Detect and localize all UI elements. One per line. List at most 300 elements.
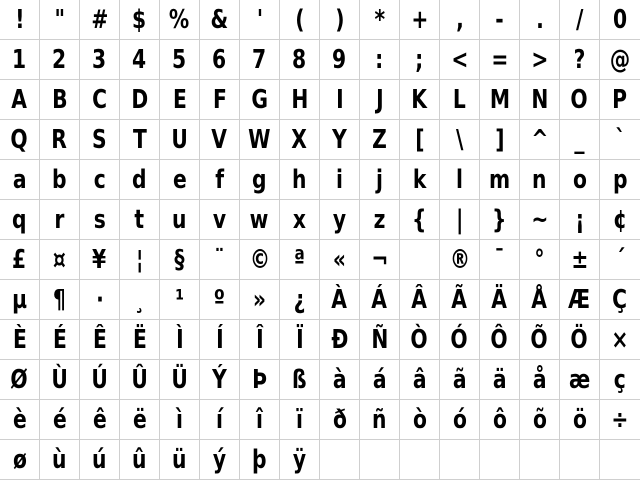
glyph-cell[interactable] <box>240 400 280 440</box>
glyph-cell[interactable] <box>600 160 640 200</box>
glyph-character: $ <box>132 4 147 35</box>
glyph-cell[interactable] <box>40 200 80 240</box>
glyph-cell[interactable] <box>0 0 40 40</box>
glyph-cell[interactable] <box>0 400 40 440</box>
glyph-cell[interactable] <box>440 400 480 440</box>
glyph-cell[interactable] <box>400 40 440 80</box>
glyph-character: Ï <box>295 324 304 355</box>
glyph-character: È <box>12 324 27 355</box>
glyph-cell[interactable] <box>400 440 440 480</box>
glyph-cell[interactable] <box>160 400 200 440</box>
glyph-cell[interactable] <box>360 0 400 40</box>
glyph-character: » <box>252 284 267 315</box>
glyph-cell[interactable] <box>480 160 520 200</box>
glyph-cell[interactable] <box>120 0 160 40</box>
glyph-character: « <box>332 244 347 275</box>
glyph-cell[interactable] <box>480 360 520 400</box>
glyph-cell[interactable] <box>80 440 120 480</box>
glyph-cell[interactable] <box>600 80 640 120</box>
glyph-character: Ü <box>171 364 188 395</box>
glyph-character: 3 <box>92 44 107 75</box>
glyph-character: I <box>335 84 344 115</box>
glyph-cell[interactable] <box>560 200 600 240</box>
glyph-cell[interactable] <box>200 240 240 280</box>
glyph-cell[interactable] <box>600 320 640 360</box>
glyph-cell[interactable] <box>600 120 640 160</box>
glyph-character: Ð <box>330 324 348 355</box>
glyph-cell[interactable] <box>480 440 520 480</box>
glyph-character: Ö <box>570 324 589 355</box>
glyph-cell[interactable] <box>480 0 520 40</box>
glyph-character: f <box>215 164 224 195</box>
glyph-character: m <box>488 164 511 195</box>
glyph-cell[interactable] <box>40 320 80 360</box>
glyph-cell[interactable] <box>320 360 360 400</box>
glyph-cell[interactable] <box>160 280 200 320</box>
glyph-cell[interactable] <box>600 440 640 480</box>
glyph-cell[interactable] <box>440 160 480 200</box>
glyph-character: F <box>212 84 227 115</box>
glyph-character: ã <box>452 364 467 395</box>
glyph-cell[interactable] <box>80 80 120 120</box>
glyph-character: ð <box>332 404 347 435</box>
glyph-cell[interactable] <box>200 440 240 480</box>
glyph-cell[interactable] <box>400 280 440 320</box>
glyph-cell[interactable] <box>320 240 360 280</box>
glyph-character: Ú <box>91 364 108 395</box>
glyph-character: Ç <box>612 284 628 315</box>
glyph-character: ª <box>293 244 306 275</box>
glyph-cell[interactable] <box>520 160 560 200</box>
glyph-character: 1 <box>12 44 27 75</box>
glyph-character: ~ <box>530 204 548 235</box>
glyph-character: ) <box>334 4 345 35</box>
glyph-cell[interactable] <box>440 240 480 280</box>
glyph-cell[interactable] <box>80 160 120 200</box>
glyph-cell[interactable] <box>120 440 160 480</box>
glyph-cell[interactable] <box>120 160 160 200</box>
glyph-cell[interactable] <box>520 360 560 400</box>
glyph-character: ¢ <box>612 204 628 235</box>
glyph-character: ¥ <box>92 244 107 275</box>
glyph-character: [ <box>414 124 425 155</box>
glyph-character: M <box>489 84 510 115</box>
glyph-cell[interactable] <box>520 200 560 240</box>
glyph-character: y <box>332 204 347 235</box>
glyph-cell[interactable] <box>160 200 200 240</box>
glyph-cell[interactable] <box>200 200 240 240</box>
glyph-cell[interactable] <box>0 160 40 200</box>
glyph-cell[interactable] <box>320 400 360 440</box>
glyph-cell[interactable] <box>360 80 400 120</box>
glyph-cell[interactable] <box>0 240 40 280</box>
glyph-character: Q <box>10 124 29 155</box>
glyph-character: o <box>572 164 587 195</box>
glyph-cell[interactable] <box>40 360 80 400</box>
glyph-character: L <box>453 84 466 115</box>
glyph-character: O <box>570 84 589 115</box>
glyph-cell[interactable] <box>200 120 240 160</box>
glyph-cell[interactable] <box>240 160 280 200</box>
glyph-cell[interactable] <box>480 80 520 120</box>
glyph-cell[interactable] <box>80 320 120 360</box>
glyph-cell[interactable] <box>40 160 80 200</box>
glyph-cell[interactable] <box>80 360 120 400</box>
glyph-cell[interactable] <box>400 120 440 160</box>
glyph-cell[interactable] <box>320 200 360 240</box>
glyph-cell[interactable] <box>360 240 400 280</box>
glyph-character: g <box>252 164 267 195</box>
glyph-cell[interactable] <box>280 120 320 160</box>
glyph-character: ® <box>449 244 470 275</box>
glyph-character: ° <box>534 244 545 275</box>
glyph-cell[interactable] <box>560 240 600 280</box>
glyph-character: a <box>12 164 27 195</box>
glyph-character: Y <box>332 124 347 155</box>
glyph-cell[interactable] <box>80 400 120 440</box>
glyph-cell[interactable] <box>280 440 320 480</box>
glyph-cell[interactable] <box>480 200 520 240</box>
glyph-character: 0 <box>612 4 628 35</box>
glyph-character: / <box>575 4 584 35</box>
glyph-cell[interactable] <box>40 120 80 160</box>
glyph-cell[interactable] <box>0 80 40 120</box>
glyph-cell[interactable] <box>440 360 480 400</box>
glyph-cell[interactable] <box>160 80 200 120</box>
glyph-character: ß <box>292 364 307 395</box>
glyph-character: V <box>211 124 228 155</box>
glyph-cell[interactable] <box>400 320 440 360</box>
glyph-cell[interactable] <box>400 240 440 280</box>
glyph-cell[interactable] <box>360 440 400 480</box>
glyph-cell[interactable] <box>480 120 520 160</box>
glyph-cell[interactable] <box>440 280 480 320</box>
glyph-cell[interactable] <box>520 240 560 280</box>
glyph-cell[interactable] <box>440 120 480 160</box>
glyph-cell[interactable] <box>520 400 560 440</box>
glyph-character: , <box>455 4 464 35</box>
glyph-cell[interactable] <box>280 0 320 40</box>
glyph-cell[interactable] <box>0 40 40 80</box>
glyph-cell[interactable] <box>120 200 160 240</box>
glyph-cell[interactable] <box>600 200 640 240</box>
glyph-character: N <box>531 84 548 115</box>
glyph-cell[interactable] <box>240 120 280 160</box>
glyph-cell[interactable] <box>240 80 280 120</box>
glyph-cell[interactable] <box>240 40 280 80</box>
glyph-character: ô <box>492 404 507 435</box>
glyph-cell[interactable] <box>600 0 640 40</box>
glyph-character: # <box>90 4 108 35</box>
glyph-character: Ý <box>212 364 227 395</box>
glyph-cell[interactable] <box>120 280 160 320</box>
glyph-cell[interactable] <box>160 120 200 160</box>
glyph-cell[interactable] <box>360 280 400 320</box>
glyph-cell[interactable] <box>360 160 400 200</box>
glyph-cell[interactable] <box>80 40 120 80</box>
glyph-cell[interactable] <box>480 40 520 80</box>
glyph-cell[interactable] <box>0 320 40 360</box>
glyph-cell[interactable] <box>160 40 200 80</box>
glyph-cell[interactable] <box>280 240 320 280</box>
glyph-character: { <box>412 204 427 235</box>
glyph-character: ò <box>412 404 427 435</box>
glyph-cell[interactable] <box>280 200 320 240</box>
glyph-character: õ <box>532 404 547 435</box>
glyph-character: b <box>52 164 67 195</box>
glyph-cell[interactable] <box>80 200 120 240</box>
glyph-cell[interactable] <box>80 240 120 280</box>
glyph-cell[interactable] <box>520 320 560 360</box>
glyph-character: D <box>131 84 148 115</box>
glyph-character: A <box>11 84 28 115</box>
glyph-character: T <box>132 124 147 155</box>
glyph-cell[interactable] <box>280 320 320 360</box>
glyph-cell[interactable] <box>520 0 560 40</box>
glyph-cell[interactable] <box>240 200 280 240</box>
glyph-cell[interactable] <box>120 40 160 80</box>
glyph-character: ö <box>572 404 587 435</box>
glyph-cell[interactable] <box>600 280 640 320</box>
glyph-cell[interactable] <box>400 360 440 400</box>
glyph-cell[interactable] <box>520 440 560 480</box>
glyph-cell[interactable] <box>400 200 440 240</box>
glyph-cell[interactable] <box>360 400 400 440</box>
glyph-cell[interactable] <box>320 120 360 160</box>
glyph-character: H <box>291 84 308 115</box>
glyph-character: E <box>172 84 187 115</box>
glyph-cell[interactable] <box>560 360 600 400</box>
glyph-cell[interactable] <box>200 320 240 360</box>
glyph-cell[interactable] <box>120 360 160 400</box>
glyph-cell[interactable] <box>480 240 520 280</box>
glyph-cell[interactable] <box>360 360 400 400</box>
glyph-character: º <box>213 284 226 315</box>
glyph-character: X <box>291 124 308 155</box>
glyph-cell[interactable] <box>120 320 160 360</box>
glyph-cell[interactable] <box>560 400 600 440</box>
glyph-cell[interactable] <box>160 240 200 280</box>
glyph-character: ¯ <box>494 244 505 275</box>
glyph-character: ñ <box>372 404 387 435</box>
glyph-cell[interactable] <box>120 400 160 440</box>
glyph-character: ^ <box>530 124 548 155</box>
glyph-cell[interactable] <box>600 400 640 440</box>
glyph-character: ¤ <box>53 244 66 275</box>
glyph-character: ¶ <box>53 284 66 315</box>
glyph-character: 4 <box>132 44 147 75</box>
glyph-cell[interactable] <box>200 400 240 440</box>
glyph-cell[interactable] <box>560 40 600 80</box>
glyph-cell[interactable] <box>200 40 240 80</box>
glyph-cell[interactable] <box>400 400 440 440</box>
glyph-cell[interactable] <box>560 80 600 120</box>
glyph-character: J <box>375 84 384 115</box>
glyph-cell[interactable] <box>280 160 320 200</box>
glyph-character: ä <box>492 364 507 395</box>
glyph-cell[interactable] <box>280 280 320 320</box>
glyph-cell[interactable] <box>520 80 560 120</box>
glyph-cell[interactable] <box>160 440 200 480</box>
glyph-cell[interactable] <box>200 280 240 320</box>
glyph-cell[interactable] <box>440 40 480 80</box>
glyph-cell[interactable] <box>200 160 240 200</box>
glyph-character: - <box>495 4 504 35</box>
glyph-cell[interactable] <box>320 40 360 80</box>
glyph-cell[interactable] <box>0 120 40 160</box>
glyph-cell[interactable] <box>360 120 400 160</box>
glyph-character: Ê <box>92 324 107 355</box>
glyph-cell[interactable] <box>40 0 80 40</box>
glyph-character: ÿ <box>292 444 307 475</box>
glyph-character: Ã <box>451 284 468 315</box>
glyph-cell[interactable] <box>40 80 80 120</box>
glyph-cell[interactable] <box>480 400 520 440</box>
glyph-cell[interactable] <box>80 280 120 320</box>
glyph-character: é <box>52 404 67 435</box>
glyph-cell[interactable] <box>240 440 280 480</box>
glyph-cell[interactable] <box>280 40 320 80</box>
glyph-character: Î <box>255 324 264 355</box>
glyph-character: ÷ <box>611 404 629 435</box>
glyph-cell[interactable] <box>280 80 320 120</box>
glyph-character: æ <box>568 364 591 395</box>
glyph-character: î <box>256 404 263 435</box>
glyph-character: p <box>612 164 628 195</box>
glyph-character: ] <box>494 124 505 155</box>
glyph-cell[interactable] <box>240 0 280 40</box>
glyph-character: n <box>532 164 547 195</box>
glyph-cell[interactable] <box>360 200 400 240</box>
glyph-character: h <box>292 164 307 195</box>
glyph-character: R <box>51 124 68 155</box>
glyph-cell[interactable] <box>200 80 240 120</box>
glyph-character: c <box>93 164 106 195</box>
glyph-cell[interactable] <box>560 440 600 480</box>
glyph-cell[interactable] <box>560 120 600 160</box>
glyph-cell[interactable] <box>160 320 200 360</box>
glyph-cell[interactable] <box>40 400 80 440</box>
glyph-cell[interactable] <box>480 280 520 320</box>
glyph-character: § <box>174 244 185 275</box>
glyph-cell[interactable] <box>440 200 480 240</box>
glyph-cell[interactable] <box>600 40 640 80</box>
glyph-cell[interactable] <box>200 0 240 40</box>
glyph-cell[interactable] <box>160 0 200 40</box>
glyph-cell[interactable] <box>360 320 400 360</box>
glyph-cell[interactable] <box>280 360 320 400</box>
glyph-character: ó <box>452 404 467 435</box>
glyph-cell[interactable] <box>440 440 480 480</box>
glyph-cell[interactable] <box>440 0 480 40</box>
glyph-cell[interactable] <box>560 160 600 200</box>
glyph-cell[interactable] <box>240 240 280 280</box>
glyph-character: : <box>375 44 384 75</box>
glyph-character: Z <box>372 124 387 155</box>
glyph-cell[interactable] <box>200 360 240 400</box>
glyph-cell[interactable] <box>520 120 560 160</box>
glyph-cell[interactable] <box>320 0 360 40</box>
glyph-character: q <box>12 204 27 235</box>
glyph-cell[interactable] <box>560 280 600 320</box>
glyph-character: k <box>412 164 427 195</box>
glyph-cell[interactable] <box>400 0 440 40</box>
glyph-cell[interactable] <box>40 280 80 320</box>
glyph-character: P <box>612 84 628 115</box>
glyph-cell[interactable] <box>400 80 440 120</box>
glyph-cell[interactable] <box>520 40 560 80</box>
glyph-character: µ <box>12 284 27 315</box>
glyph-character: ¡ <box>574 204 585 235</box>
glyph-cell[interactable] <box>160 360 200 400</box>
glyph-character: e <box>172 164 187 195</box>
glyph-cell[interactable] <box>160 160 200 200</box>
glyph-character: 8 <box>292 44 307 75</box>
glyph-character: × <box>611 324 629 355</box>
glyph-cell[interactable] <box>120 120 160 160</box>
glyph-character: è <box>12 404 27 435</box>
glyph-cell[interactable] <box>240 320 280 360</box>
glyph-cell[interactable] <box>120 240 160 280</box>
glyph-character: 2 <box>52 44 67 75</box>
glyph-cell[interactable] <box>560 0 600 40</box>
glyph-cell[interactable] <box>280 400 320 440</box>
glyph-character: & <box>210 4 229 35</box>
glyph-cell[interactable] <box>0 280 40 320</box>
glyph-character: } <box>492 204 507 235</box>
glyph-cell[interactable] <box>40 440 80 480</box>
glyph-character: û <box>132 444 147 475</box>
glyph-character: 7 <box>252 44 267 75</box>
glyph-cell[interactable] <box>240 280 280 320</box>
glyph-cell[interactable] <box>240 360 280 400</box>
glyph-cell[interactable] <box>0 360 40 400</box>
glyph-cell[interactable] <box>440 80 480 120</box>
glyph-cell[interactable] <box>600 240 640 280</box>
glyph-cell[interactable] <box>80 0 120 40</box>
glyph-character: l <box>456 164 463 195</box>
glyph-character: Ë <box>132 324 147 355</box>
glyph-character: _ <box>574 124 585 155</box>
glyph-character: Á <box>371 284 388 315</box>
glyph-cell[interactable] <box>440 320 480 360</box>
glyph-cell[interactable] <box>480 320 520 360</box>
glyph-cell[interactable] <box>520 280 560 320</box>
glyph-cell[interactable] <box>0 200 40 240</box>
glyph-cell[interactable] <box>320 320 360 360</box>
glyph-character: < <box>450 44 468 75</box>
glyph-cell[interactable] <box>320 80 360 120</box>
glyph-cell[interactable] <box>400 160 440 200</box>
glyph-character: Â <box>411 284 428 315</box>
glyph-cell[interactable] <box>0 440 40 480</box>
glyph-cell[interactable] <box>120 80 160 120</box>
glyph-character: Ò <box>410 324 429 355</box>
glyph-cell[interactable] <box>80 120 120 160</box>
glyph-character: C <box>92 84 107 115</box>
glyph-character: ¦ <box>135 244 144 275</box>
glyph-cell[interactable] <box>320 440 360 480</box>
glyph-cell[interactable] <box>320 160 360 200</box>
glyph-character: % <box>169 4 190 35</box>
glyph-cell[interactable] <box>40 240 80 280</box>
glyph-cell[interactable] <box>360 40 400 80</box>
glyph-cell[interactable] <box>320 280 360 320</box>
glyph-character: ý <box>212 444 227 475</box>
glyph-cell[interactable] <box>560 320 600 360</box>
glyph-cell[interactable] <box>40 40 80 80</box>
glyph-cell[interactable] <box>600 360 640 400</box>
